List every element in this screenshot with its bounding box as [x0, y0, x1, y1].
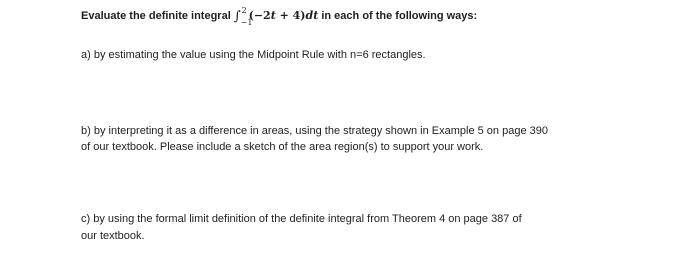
integrand [249, 9, 319, 22]
integrand-differential: dt [305, 9, 319, 22]
upper-limit: 2 [241, 6, 247, 15]
lower-limit: −1 [240, 18, 253, 27]
integrand-open: (−2 [248, 9, 271, 22]
problem-prefix: Evaluate the definite integral [81, 10, 231, 22]
part-c-text-line2: our textbook. [81, 230, 145, 242]
integrand-mid: + 4) [275, 9, 306, 22]
problem-suffix: in each of the following ways: [318, 10, 478, 22]
integral-expression [233, 6, 319, 27]
problem-statement [81, 6, 478, 27]
integral-limits [240, 6, 253, 27]
integrand-variable: t [270, 9, 276, 22]
part-a-text: a) by estimating the value using the Midpoint Rule with n=6 rectangles. [81, 49, 426, 61]
part-b-text-line1: b) by interpreting it as a difference in areas, using the strategy shown in Example 5 on page 390 [81, 125, 548, 137]
part-c-text-line1: c) by using the formal limit definition of the definite integral from Theorem 4 on page 387 of [81, 213, 522, 225]
integral-sign-icon: ∫ [233, 9, 241, 24]
part-b-text-line2: of our textbook. Please include a sketch of the area region(s) to support your work. [81, 141, 484, 153]
